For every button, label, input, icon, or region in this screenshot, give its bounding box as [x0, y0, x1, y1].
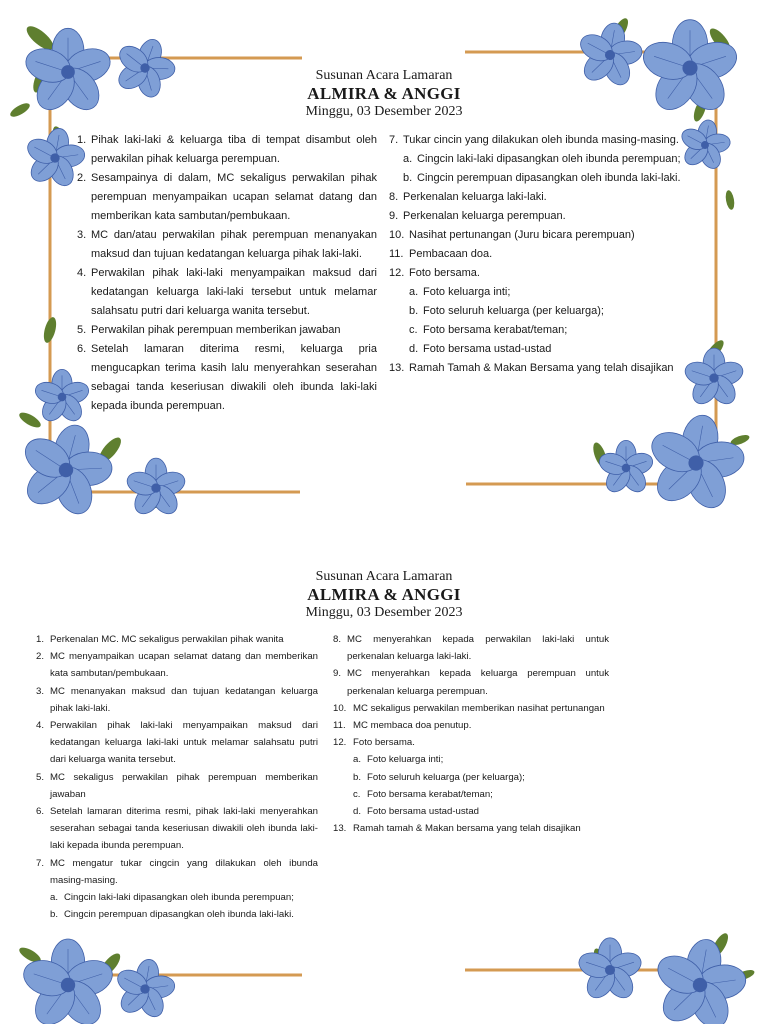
agenda-subitem-letter: b.	[409, 305, 419, 317]
agenda-item-number: 11.	[389, 248, 404, 260]
agenda-subitem	[409, 321, 689, 340]
agenda-item-text: Perwakilan pihak laki-laki menyampaikan maksud dari kedatangan keluarga laki-laki untuk melamar salahsatu putri dari keluarga wanita tersebut.	[50, 720, 318, 766]
flower-icon	[108, 954, 181, 1024]
flower-icon	[644, 931, 757, 1024]
card2-header	[0, 569, 768, 621]
agenda-item	[389, 226, 689, 245]
card1-right-list	[389, 131, 689, 378]
agenda-item	[36, 683, 318, 717]
agenda-item-text: Foto bersama.	[409, 267, 480, 279]
agenda-item-text: Perwakilan pihak perempuan memberikan jawaban	[91, 324, 341, 336]
agenda-subitem-text: Foto bersama ustad-ustad	[423, 343, 552, 355]
card1-left-list	[77, 131, 377, 416]
agenda-item-number: 1.	[77, 134, 87, 146]
card2-couple-names: ALMIRA & ANGGI	[307, 585, 461, 604]
agenda-item-number: 2.	[36, 651, 45, 663]
leaf-icon	[41, 316, 58, 344]
agenda-item	[36, 803, 318, 855]
agenda-item-text: MC menanyakan maksud dan tujuan kedatangan keluarga pihak laki-laki.	[50, 685, 318, 714]
agenda-item-number: 9.	[389, 210, 399, 222]
agenda-item-number: 9.	[333, 668, 342, 680]
agenda-item-text: Pihak laki-laki & keluarga tiba di tempat disambut oleh perwakilan pihak keluarga perempuan.	[91, 134, 377, 165]
agenda-subitem-letter: b.	[50, 909, 59, 921]
agenda-item	[77, 340, 377, 416]
agenda-item	[389, 245, 689, 264]
agenda-item	[77, 131, 377, 169]
agenda-item	[333, 820, 609, 837]
agenda-item	[333, 717, 609, 734]
agenda-item-number: 11.	[333, 720, 346, 732]
leaf-icon	[724, 190, 735, 211]
agenda-sublist	[409, 283, 689, 359]
agenda-subitem	[50, 889, 318, 906]
card2-event-date: Minggu, 03 Desember 2023	[305, 605, 463, 620]
agenda-item	[77, 321, 377, 340]
agenda-item-number: 1.	[36, 634, 45, 645]
agenda-subitem-text: Foto keluarga inti;	[367, 754, 444, 766]
card1-header	[0, 68, 768, 120]
agenda-item-text: Ramah tamah & Makan bersama yang telah disajikan	[353, 823, 581, 835]
card1-left-column	[77, 131, 377, 416]
agenda-item	[389, 264, 689, 359]
agenda-item-text: Perkenalan MC. MC sekaligus perwakilan pihak wanita	[50, 634, 284, 645]
agenda-item-text: Nasihat pertunangan (Juru bicara perempuan)	[409, 229, 635, 241]
agenda-item-number: 4.	[77, 267, 87, 279]
agenda-item-text: Perkenalan keluarga perempuan.	[403, 210, 566, 222]
agenda-item-text: Perwakilan pihak laki-laki menyampaikan maksud dari kedatangan keluarga laki-laki tersebut untuk melamar salahsatu putri dari keluarga wanita tersebut.	[91, 267, 377, 317]
card1-subtitle: Susunan Acara Lamaran	[315, 68, 453, 83]
agenda-item-number: 10.	[333, 702, 347, 714]
invitation-card-2	[0, 545, 768, 1024]
agenda-item-text: Setelah lamaran diterima resmi, keluarga pria mengucapkan terima kasih lalu menyerahkan seserahan sebagai tanda keseriusan diwakili oleh ibunda laki-laki kepada ibunda perempuan.	[91, 343, 377, 412]
agenda-subitem-letter: d.	[409, 343, 419, 355]
agenda-item-number: 5.	[77, 324, 87, 336]
agenda-item-number: 10.	[389, 229, 405, 241]
flower-icon	[124, 458, 188, 519]
agenda-item-text: Setelah lamaran diterima resmi, pihak laki-laki menyerahkan seserahan sebagai tanda keseriusan diwakili oleh ibunda laki-laki kepada ibunda perempuan.	[50, 806, 318, 852]
agenda-subitem-text: Foto seluruh keluarga (per keluarga);	[423, 305, 604, 317]
agenda-subitem	[353, 786, 609, 803]
agenda-item-number: 13.	[389, 362, 405, 374]
flower-icon	[637, 407, 755, 521]
agenda-item-number: 6.	[77, 343, 87, 355]
agenda-subitem-text: Foto bersama ustad-ustad	[367, 806, 479, 818]
agenda-subitem-letter: a.	[353, 754, 362, 766]
agenda-item	[389, 207, 689, 226]
agenda-item-text: Perkenalan keluarga laki-laki.	[403, 191, 547, 203]
agenda-item	[333, 631, 609, 665]
agenda-subitem-text: Foto seluruh keluarga (per keluarga);	[367, 771, 525, 783]
agenda-item	[389, 188, 689, 207]
agenda-subitem	[403, 150, 689, 169]
agenda-item-text: MC dan/atau perwakilan pihak perempuan menanyakan maksud dan tujuan kedatangan keluarga pihak laki-laki.	[91, 229, 377, 260]
agenda-subitem	[409, 340, 689, 359]
agenda-item	[36, 648, 318, 682]
agenda-item-number: 8.	[333, 634, 342, 645]
agenda-item-number: 6.	[36, 806, 45, 818]
agenda-item-text: MC menyerahkan kepada keluarga perempuan untuk perkenalan keluarga perempuan.	[347, 668, 609, 697]
agenda-subitem	[50, 906, 318, 923]
card2-left-list	[36, 631, 318, 923]
agenda-subitem-text: Cingcin perempuan dipasangkan oleh ibunda laki-laki.	[417, 172, 681, 184]
agenda-item-number: 3.	[77, 229, 87, 241]
agenda-item	[36, 631, 318, 648]
agenda-item-number: 13.	[333, 823, 347, 835]
agenda-item-text: Pembacaan doa.	[409, 248, 493, 260]
agenda-subitem	[353, 751, 609, 768]
agenda-subitem-text: Cingcin laki-laki dipasangkan oleh ibunda perempuan;	[64, 892, 294, 904]
agenda-item-text: Tukar cincin yang dilakukan oleh ibunda masing-masing.	[403, 134, 679, 146]
agenda-subitem-letter: b.	[403, 172, 413, 184]
agenda-item-number: 12.	[389, 267, 405, 279]
agenda-item-text: MC menyerahkan kepada perwakilan laki-laki untuk perkenalan keluarga laki-laki.	[347, 634, 609, 663]
agenda-item-number: 2.	[77, 172, 87, 184]
agenda-sublist	[353, 751, 609, 820]
agenda-subitem-letter: c.	[353, 788, 361, 800]
agenda-item-number: 5.	[36, 771, 45, 783]
agenda-item-number: 8.	[389, 191, 399, 203]
agenda-subitem-text: Foto keluarga inti;	[423, 286, 511, 298]
agenda-item	[36, 769, 318, 803]
agenda-item-number: 4.	[36, 720, 45, 732]
agenda-subitem-letter: a.	[403, 153, 413, 165]
agenda-sublist	[403, 150, 689, 188]
agenda-subitem-letter: d.	[353, 806, 362, 818]
agenda-item	[77, 169, 377, 226]
card2-right-column	[333, 631, 609, 837]
agenda-item-number: 12.	[333, 737, 347, 749]
agenda-item-text: Sesampainya di dalam, MC sekaligus perwakilan pihak perempuan menyampaikan ucapan selamat datang dan memberikan kata sambutan/pembukaan.	[91, 172, 377, 222]
agenda-subitem-letter: c.	[409, 324, 418, 336]
card1-right-column	[389, 131, 689, 378]
card1-couple-names: ALMIRA & ANGGI	[307, 84, 461, 103]
agenda-subitem-text: Foto bersama kerabat/teman;	[423, 324, 568, 336]
agenda-subitem-letter: a.	[50, 892, 59, 904]
agenda-subitem-letter: a.	[409, 286, 419, 298]
card2-left-column	[36, 631, 318, 923]
card2-right-list	[333, 631, 609, 837]
agenda-item	[333, 665, 609, 699]
flower-icon	[7, 413, 126, 528]
leaf-icon	[17, 410, 43, 430]
agenda-subitem	[403, 169, 689, 188]
agenda-item-text: MC membaca doa penutup.	[353, 720, 472, 732]
agenda-item-number: 3.	[36, 685, 45, 697]
agenda-item-text: MC mengatur tukar cingcin yang dilakukan oleh ibunda masing-masing.	[50, 857, 318, 886]
agenda-item	[36, 855, 318, 924]
flower-icon	[576, 938, 645, 1003]
agenda-subitem	[353, 803, 609, 820]
card1-event-date: Minggu, 03 Desember 2023	[305, 104, 463, 119]
agenda-item	[36, 717, 318, 769]
flower-icon	[597, 440, 656, 496]
agenda-subitem	[409, 283, 689, 302]
agenda-item	[77, 226, 377, 264]
agenda-subitem	[409, 302, 689, 321]
agenda-item-text: MC menyampaikan ucapan selamat datang dan memberikan kata sambutan/pembukaan.	[50, 651, 318, 680]
agenda-item	[389, 359, 689, 378]
agenda-item-text: MC sekaligus perwakilan pihak perempuan memberikan jawaban	[50, 771, 318, 800]
agenda-item	[333, 700, 609, 717]
flower-icon	[682, 348, 746, 409]
card2-subtitle: Susunan Acara Lamaran	[315, 569, 453, 584]
agenda-subitem	[353, 769, 609, 786]
agenda-subitem-text: Cingcin laki-laki dipasangkan oleh ibunda perempuan;	[417, 153, 681, 165]
agenda-sublist	[50, 889, 318, 923]
agenda-subitem-text: Cingcin perempuan dipasangkan oleh ibunda laki-laki.	[64, 909, 294, 921]
agenda-item	[333, 734, 609, 820]
agenda-item	[389, 131, 689, 188]
agenda-item-number: 7.	[36, 857, 45, 869]
agenda-item-text: MC sekaligus perwakilan memberikan nasihat pertunangan	[353, 702, 605, 714]
agenda-subitem-text: Foto bersama kerabat/teman;	[367, 788, 493, 800]
agenda-subitem-letter: b.	[353, 771, 362, 783]
agenda-item-text: Foto bersama.	[353, 737, 415, 749]
agenda-item-text: Ramah Tamah & Makan Bersama yang telah disajikan	[409, 362, 674, 374]
agenda-item	[77, 264, 377, 321]
agenda-item-number: 7.	[389, 134, 399, 146]
